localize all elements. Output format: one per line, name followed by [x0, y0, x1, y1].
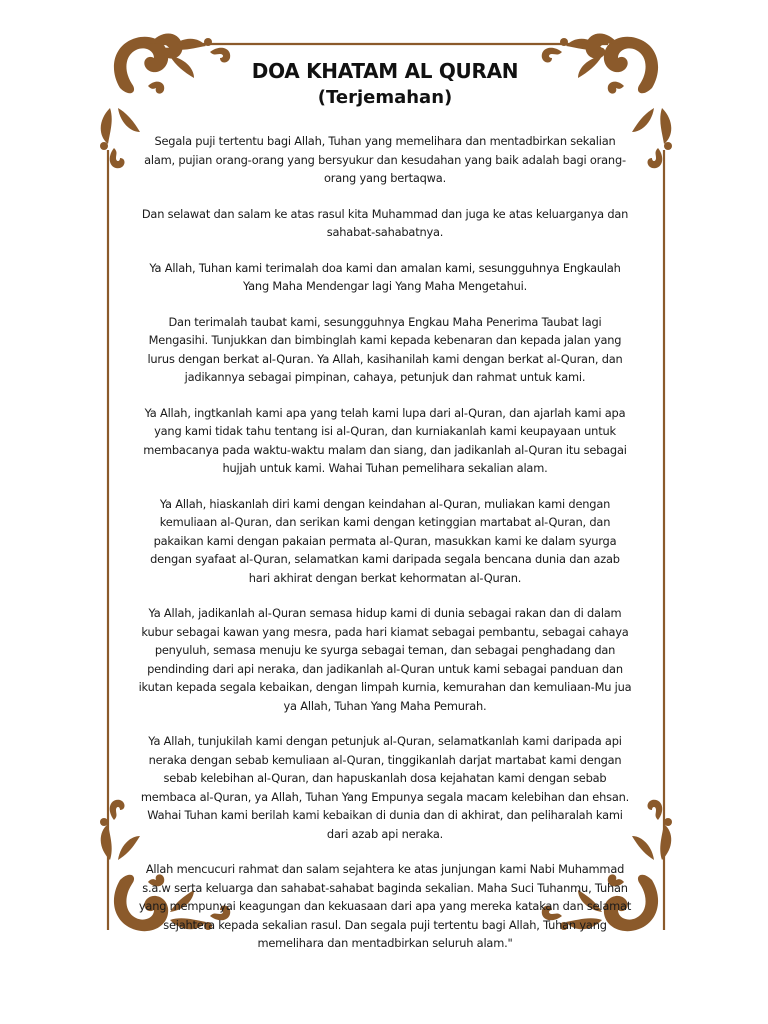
- paragraph-7: Ya Allah, jadikanlah al-Quran semasa hidup kami di dunia sebagai rakan dan di dalam kubur sebagai kawan yang mesra, pada hari kiamat sebagai pembantu, sebagai cahaya penyuluh, semasa menuju ke syurga sebagai teman, dan sebagai penghadang dan pendinding dari api neraka, dan jadikanlah al-Quran untuk kami sebagai panduan dan ikutan kepada segala kebaikan, dengan limpah kurnia, kemurahan dan kemuliaan-Mu jua ya Allah, Tuhan Yang Maha Pemurah.: [138, 606, 632, 713]
- page-subtitle: (Terjemahan): [317, 87, 453, 108]
- paragraph-1: Segala puji tertentu bagi Allah, Tuhan yang memelihara dan mentadbirkan sekalian alam, pujian orang-orang yang bersyukur dan kesudahan yang baik adalah bagi orang-orang yang bertaqwa.: [144, 134, 626, 185]
- paragraph-2: Dan selawat dan salam ke atas rasul kita Muhammad dan juga ke atas keluarganya dan sahabat-sahabatnya.: [141, 206, 629, 239]
- prayer-text: [138, 132, 632, 953]
- paragraph-6: Ya Allah, hiaskanlah diri kami dengan keindahan al-Quran, muliakan kami dengan kemuliaan al-Quran, dan serikan kami dengan ketinggian martabat al-Quran, dan pakaikan kami dengan pakaian permata al-Quran, masukkan kami ke dalam syurga dengan syafaat al-Quran, selamatkan kami daripada segala bencana dunia dan azab hari akhirat dengan berkat kehormatan al-Quran.: [150, 496, 620, 585]
- paragraph-3: Ya Allah, Tuhan kami terimalah doa kami dan amalan kami, sesungguhnya Engkaulah Yang Maha Mendengar lagi Yang Maha Mengetahui.: [149, 260, 621, 293]
- document-body: [138, 58, 632, 970]
- paragraph-4: Dan terimalah taubat kami, sesungguhnya Engkau Maha Penerima Taubat lagi Mengasihi. Tunjukkan dan bimbinglah kami kepada kebenaran dan kepada jalan yang lurus dengan berkat al-Quran. Ya Allah, kasihanilah kami dengan berkat al-Quran, dan jadikannya sebagai pimpinan, cahaya, petunjuk dan rahmat untuk kami.: [147, 314, 623, 384]
- paragraph-9: Allah mencucuri rahmat dan salam sejahtera ke atas junjungan kami Nabi Muhammad s.a.w serta keluarga dan sahabat-sahabat baginda sekalian. Maha Suci Tuhanmu, Tuhan yang mempunyai keagungan dan kekuasaan dari apa yang mereka katakan dan selamat sejahtera kepada sekalian rasul. Dan segala puji tertentu bagi Allah, Tuhan yang memelihara dan mentadbirkan seluruh alam.": [138, 862, 632, 950]
- page-title: DOA KHATAM AL QURAN: [251, 59, 519, 83]
- paragraph-8: Ya Allah, tunjukilah kami dengan petunjuk al-Quran, selamatkanlah kami daripada api neraka dengan sebab kemuliaan al-Quran, tinggikanlah darjat martabat kami dengan sebab kelebihan al-Quran, dan hapuskanlah dosa kejahatan kami dengan sebab membaca al-Quran, ya Allah, Tuhan Yang Empunya segala macam kelebihan dan ehsan. Wahai Tuhan kami berilah kami kebaikan di dunia dan di akhirat, dan peliharalah kami dari azab api neraka.: [140, 734, 630, 841]
- paragraph-5: Ya Allah, ingtkanlah kami apa yang telah kami lupa dari al-Quran, dan ajarlah kami apa yang kami tidak tahu tentang isi al-Quran, dan kurniakanlah kami keupayaan untuk membacanya pada waktu-waktu malam dan siang, dan jadikanlah al-Quran itu sebagai hujjah untuk kami. Wahai Tuhan pemelihara sekalian alam.: [143, 405, 627, 475]
